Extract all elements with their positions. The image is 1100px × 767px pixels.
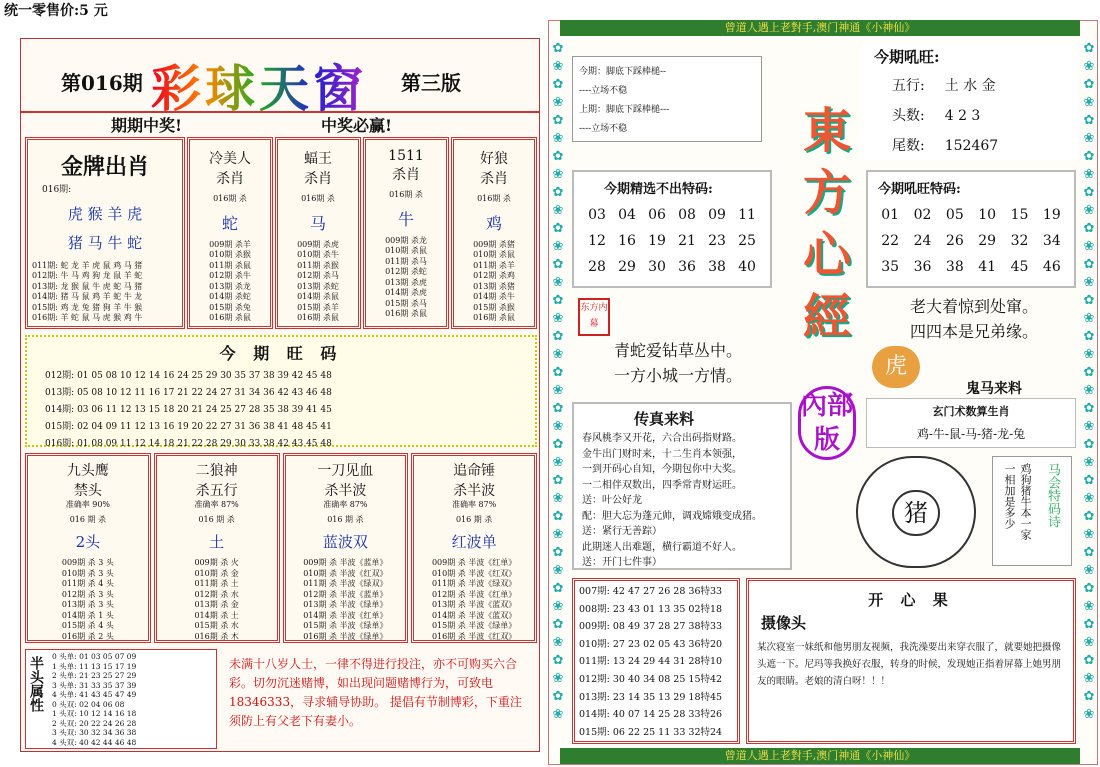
bottom-rate: 准确率 90% (65, 500, 111, 509)
bottom-row: 015期 杀 水 (194, 621, 239, 630)
bottom-row: 013期 杀 半波《蓝双》 (431, 600, 517, 609)
sha-value: 马 (309, 213, 326, 233)
bottom-title1: 追命锤 (453, 463, 496, 479)
bottom-column (283, 453, 409, 643)
sha-row: 012期 杀鸡 (473, 271, 515, 280)
sha-row: 012期 杀牛 (209, 271, 251, 280)
history-row: 014期: 40 07 14 25 28 33特26 (579, 709, 723, 721)
sha-issue: 016期 杀 (477, 194, 511, 203)
houtema-num: 01 (881, 207, 900, 223)
tiger-icon: 虎 (872, 346, 920, 388)
jingxuan-num: 25 (738, 233, 756, 249)
chuanzhen-line: 送：紧行无善踪） (582, 526, 662, 537)
bottom-value: 土 (209, 533, 225, 551)
sha-title2: 杀肖 (392, 167, 420, 183)
note-line: ----立场不稳 (579, 124, 628, 134)
bottom-row: 015期 杀 4 头 (61, 621, 114, 630)
sha-row: 013期 杀猪 (473, 281, 515, 291)
houtema-num: 38 (945, 259, 964, 275)
sha-row: 011期 杀猴 (297, 260, 339, 270)
sha-row: 011期 杀鼠 (209, 260, 251, 270)
bottom-issue: 016 期 杀 (69, 514, 107, 524)
history-box (572, 578, 740, 744)
sha-column (275, 137, 361, 329)
sha-row: 013期 杀虎 (385, 277, 427, 287)
warning-text: 未满十八岁人士，一律不得进行投注，亦不可购买六合彩。切勿沉迷赌博，如出现问题赌博行为，可致电18346333，寻求辅导协助。 提倡有节制博彩，下重注须防上有父老下有妻小。 (229, 657, 522, 728)
banshu-row: 4 头单: 41 43 45 47 49 (52, 690, 137, 699)
sha-row: 012期 杀蛇 (385, 267, 427, 276)
jingxuan-num: 19 (648, 233, 666, 249)
wangma-row: 013期: 05 08 10 12 11 16 17 21 22 24 27 31 34 36 42 43 46 48 (45, 388, 332, 398)
bottom-row: 011期 杀 半波《绿双》 (431, 579, 517, 588)
bottom-rate: 准确率 87% (323, 500, 368, 509)
left-page (20, 38, 540, 752)
history-rows (579, 583, 737, 741)
history-row: 007期: 42 47 27 26 28 36特33 (579, 586, 723, 597)
bottom-title2: 杀五行 (195, 483, 238, 499)
jingxuan-num: 23 (708, 233, 726, 249)
chuanzhen-line: 金牛出门财时来，十二生肖本领强， (582, 448, 742, 460)
bottom-title1: 一刀见血 (317, 463, 374, 479)
bottom-row: 016期 杀 木 (194, 631, 239, 641)
issue-number: 第016期 (61, 71, 143, 95)
bottom-row: 014期 杀 1 头 (61, 610, 114, 620)
bottom-row: 010期 杀 3 头 (61, 568, 114, 578)
stamp: 东方内幕 (578, 298, 610, 336)
history-row: 013期: 23 14 35 13 29 18特45 (579, 691, 723, 703)
banshu-row: 4 头双: 40 42 44 46 48 (52, 737, 137, 747)
banshu-row: 1 头单: 11 13 15 17 19 (52, 661, 137, 671)
bottom-row: 009期 杀 半波《红单》 (431, 558, 517, 567)
sha-row: 013期 杀龙 (209, 281, 251, 291)
sha-row: 010期 杀牛 (297, 250, 339, 259)
bottom-columns (25, 453, 537, 643)
banshu-box (25, 649, 217, 749)
sha-row: 009期 杀虎 (297, 239, 339, 249)
toushu-value: 4 2 3 (944, 108, 981, 124)
jingxuan-num: 30 (648, 259, 666, 275)
kaixin-sub: 摄像头 (761, 614, 807, 632)
jinpai-history (32, 261, 182, 324)
chuanzhen-lines (582, 431, 790, 571)
sha-row: 011期 杀马 (385, 256, 427, 266)
kaixin-box (746, 578, 1076, 744)
sha-issue: 016期 杀 (301, 194, 335, 203)
wangma-box (25, 335, 537, 447)
sha-row: 011期 杀羊 (473, 260, 515, 270)
bottom-column (25, 453, 151, 643)
toushu-label: 头数: (892, 108, 925, 124)
bottom-issue: 016 期 杀 (198, 514, 235, 524)
jinpai-row: 014期: 猪 马 鼠 鸡 羊 蛇 牛 龙 (32, 292, 143, 301)
chuanzhen-line: 春风桃李又开花，六合出码指财路。 (582, 433, 742, 444)
kaixin-title: 开 心 果 (868, 591, 954, 609)
note-line: 上期：脚底下踩棒槌--- (579, 105, 670, 115)
houtema-box (866, 170, 1076, 288)
jingxuan-num: 03 (588, 207, 606, 223)
jingxuan-nums (582, 207, 762, 275)
flower-border-left: ✿ ❀ ✿ ❀ ✿ ❀ ✿ ❀ ✿ ❀ ✿ ❀ ✿ ❀ ✿ ❀ ✿ ❀ ✿ ❀ ✿ ❀ ✿ ❀ ✿ ❀ ✿ ❀ ✿ ❀ ✿ ❀ ✿ ❀ ✿ ❀ ✿ ❀ (552, 41, 564, 722)
bottom-title2: 杀半波 (453, 483, 496, 499)
bottom-value: 蓝波双 (322, 533, 368, 551)
jingxuan-num: 12 (588, 233, 606, 249)
wuxing-label: 五行: (892, 78, 925, 94)
poem-mid-line1: 青蛇爱钻草丛中。 (614, 341, 743, 360)
houtema-num: 36 (913, 259, 932, 275)
sha-column (363, 137, 449, 329)
sha-row: 015期 杀马 (385, 298, 427, 308)
banshu-row: 2 头双: 20 22 24 26 28 (52, 718, 137, 728)
bottom-row: 009期 杀 半波《蓝单》 (303, 558, 388, 567)
bottom-row: 016期 杀 半波《红双》 (431, 631, 517, 641)
jingxuan-num: 40 (738, 259, 756, 275)
note-line: ----立场不稳 (579, 86, 628, 96)
wangma-rows (45, 368, 535, 453)
poem-mid (614, 338, 742, 388)
chuanzhen-line: 一二相伴双数出，四季常青财运旺。 (582, 479, 742, 491)
note-line: 今期：脚底下踩棒槌-- (579, 67, 667, 77)
bottom-row: 012期 杀 水 (194, 589, 239, 599)
sha-title1: 冷美人 (209, 151, 251, 167)
houtema-num: 19 (1042, 207, 1061, 223)
banshu-row: 2 头单: 21 23 25 27 29 (52, 671, 137, 680)
bottom-row: 009期 杀 火 (194, 558, 239, 567)
sha-issue: 016期 杀 (389, 190, 423, 199)
xuanmen-box (866, 398, 1076, 448)
chuanzhen-line: 送：开门七件事） (582, 557, 662, 568)
banshu-row: 0 头单: 01 03 05 07 09 (52, 652, 137, 661)
jinpai-title: 金牌出肖 (60, 154, 149, 180)
vertical-poem-2: 鸡狗猪牛本一家 (1019, 463, 1032, 540)
jingxuan-num: 16 (618, 233, 636, 249)
wangma-row: 014期: 03 06 11 12 13 15 18 20 21 24 25 27 28 35 38 39 41 45 (45, 405, 332, 415)
houtema-num: 15 (1010, 207, 1029, 223)
jingxuan-num: 36 (678, 259, 696, 275)
houtema-num: 45 (1010, 259, 1029, 275)
bottom-rate: 准确率 87% (451, 500, 497, 509)
wangma-row: 016期: 01 08 09 11 12 14 18 21 22 28 29 30 33 38 42 43 45 48 (45, 439, 332, 449)
poem-right-line2: 四四本是兄弟缘。 (910, 322, 1039, 341)
bottom-title2: 杀半波 (324, 483, 367, 499)
sha-row: 016期 杀鼠 (297, 313, 339, 322)
jinpai-row: 016期: 羊 蛇 鼠 马 虎 猴 鸡 牛 (32, 313, 143, 322)
bottom-row: 009期 杀 3 头 (61, 558, 114, 567)
sha-issue: 016期 杀 (213, 194, 247, 203)
houtema-num: 05 (945, 207, 964, 223)
bottom-issue: 016 期 杀 (455, 514, 493, 524)
slogan-left: 期期中奖! (111, 116, 183, 135)
banshu-rows (52, 652, 217, 747)
sha-column (187, 137, 273, 329)
bottom-row: 010期 杀 金 (194, 568, 239, 578)
bottom-column (154, 453, 280, 643)
houtema-num: 22 (881, 233, 900, 249)
chuanzhen-line: 送：叶公好龙 (582, 495, 642, 506)
history-row: 011期: 13 24 29 44 31 28特10 (579, 656, 723, 668)
banner-bottom: 曾道人遇上老對手,澳门神通《小神仙》 (560, 748, 1080, 764)
bottom-row: 012期 杀 3 头 (61, 589, 114, 599)
houtema-nums (874, 207, 1068, 275)
sha-row: 010期 杀鼠 (385, 246, 427, 255)
bottom-row: 015期 杀 半波《绿单》 (303, 621, 388, 630)
sha-title2: 杀肖 (216, 171, 244, 187)
sha-row: 014期 杀牛 (473, 292, 515, 301)
sha-row: 016期 杀鼠 (385, 309, 427, 318)
jinpai-line2: 猪 马 牛 蛇 (67, 233, 143, 252)
jinpai-line1: 虎 猴 羊 虎 (67, 204, 143, 223)
zodiac-wheel (856, 456, 976, 568)
bottom-value: 红波单 (451, 533, 497, 551)
bottom-row: 010期 杀 半波《红双》 (431, 568, 517, 578)
sha-value: 鸡 (485, 213, 502, 233)
houtema-num: 29 (978, 233, 997, 249)
wangma-row: 015期: 02 04 09 11 12 13 16 19 20 22 27 31 36 38 41 48 45 41 (45, 422, 332, 432)
bottom-row: 011期 杀 半波《绿双》 (303, 579, 388, 588)
banner-top: 曾道人遇上老對手,澳门神通《小神仙》 (560, 20, 1080, 36)
zodiac-center: 猪 (892, 490, 940, 536)
jinpai-box (25, 137, 185, 329)
jinpai-row: 012期: 牛 马 鸡 狗 龙 鼠 羊 蛇 (32, 271, 143, 280)
bottom-value: 2头 (75, 533, 101, 551)
sha-value: 牛 (397, 209, 414, 229)
houtema-num: 02 (913, 207, 932, 223)
sha-title1: 好狼 (480, 151, 508, 167)
jingxuan-num: 08 (678, 207, 696, 223)
weishu-value: 152467 (944, 138, 999, 154)
history-row: 008期: 23 43 01 13 35 02特18 (579, 603, 723, 615)
houwang-title: 今期吼旺: (874, 48, 940, 66)
jingxuan-num: 38 (708, 259, 726, 275)
sha-row: 015期 杀兔 (209, 302, 251, 312)
sha-row: 009期 杀龙 (385, 235, 427, 245)
jingxuan-box (572, 170, 772, 288)
bottom-row: 010期 杀 半波《红双》 (303, 568, 388, 578)
houtema-title: 今期吼旺特码: (878, 182, 961, 197)
bottom-row: 016期 杀 2 头 (61, 631, 114, 641)
flower-border-right: ✿ ❀ ✿ ❀ ✿ ❀ ✿ ❀ ✿ ❀ ✿ ❀ ✿ ❀ ✿ ❀ ✿ ❀ ✿ ❀ ✿ ❀ ✿ ❀ ✿ ❀ ✿ ❀ ✿ ❀ ✿ ❀ ✿ ❀ ✿ ❀ ✿ ❀ (1083, 41, 1095, 722)
bottom-row: 013期 杀 金 (194, 600, 239, 609)
bottom-column (411, 453, 537, 643)
sha-row: 010期 杀鼠 (473, 250, 515, 259)
houtema-num: 10 (978, 207, 997, 223)
bottom-row: 015期 杀 半波《绿单》 (431, 621, 517, 630)
dongfang-title: 東方心經 (802, 103, 851, 345)
guima-label: 鬼马来料 (966, 381, 1022, 397)
bottom-row: 011期 杀 4 头 (61, 579, 114, 588)
edition-label: 第三版 (401, 71, 461, 95)
sha-value: 蛇 (221, 213, 238, 233)
poem-right (910, 294, 1038, 344)
houtema-num: 41 (978, 259, 997, 275)
jinpai-row: 011期: 蛇 龙 羊 虎 鼠 鸡 马 猪 (32, 260, 143, 270)
chuanzhen-title: 传真来料 (634, 410, 695, 428)
wangma-title: 今 期 旺 码 (219, 344, 343, 363)
sha-title2: 杀肖 (304, 171, 332, 187)
sha-title1: 1511 (388, 148, 424, 164)
xuanmen-line: 鸡-牛-鼠-马-猪-龙-兔 (916, 427, 1026, 441)
houtema-num: 46 (1042, 259, 1061, 275)
chuanzhen-line: 一到开码心自知，今期包你中大奖。 (582, 464, 742, 475)
jingxuan-num: 29 (618, 259, 636, 275)
weishu-label: 尾数: (892, 138, 925, 154)
vertical-poem-1: 一相加是多少 (1003, 463, 1016, 529)
bottom-rate: 准确率 87% (194, 500, 239, 509)
jingxuan-num: 21 (678, 233, 696, 249)
sha-row: 014期 杀蛇 (209, 292, 251, 301)
kaixin-text: 某次寝室一妹纸和他男朋友视频，我洗澡要出来穿衣服了，就要她把摄像头遮一下。尼玛等我换好衣服，转身的时候，发现她正指着屏幕上她男朋友的眼睛。老娘的清白呀！！！ (757, 642, 1062, 687)
bottom-row: 016期 杀 半波《绿单》 (303, 631, 388, 641)
jinpai-row: 013期: 龙 猴 鼠 牛 虎 蛇 马 猪 (32, 281, 143, 291)
sha-row: 009期 杀猪 (473, 239, 515, 249)
xuanmen-title: 玄门术数算生肖 (932, 405, 1010, 418)
sha-row: 010期 杀猴 (209, 250, 251, 259)
jinpai-row: 015期: 鸡 龙 兔 猪 狗 羊 牛 猴 (32, 302, 143, 312)
jingxuan-num: 09 (708, 207, 726, 223)
banshu-label: 半头属性 (28, 656, 44, 712)
chuanzhen-line: 配：胆大忘为蓬元帅，调戏嫦娥变成猪。 (582, 510, 762, 522)
note-box (572, 56, 762, 142)
houtema-num: 32 (1010, 233, 1029, 249)
houtema-num: 24 (913, 233, 932, 249)
jinpai-issue: 016期: (42, 185, 72, 195)
sha-row: 015期 杀猴 (473, 302, 515, 312)
dongfang-sub: 內部版 (798, 386, 856, 460)
houtema-num: 26 (945, 233, 964, 249)
jingxuan-num: 04 (618, 207, 636, 223)
banshu-row: 3 头单: 31 33 35 37 39 (52, 680, 137, 690)
sha-row: 013期 杀蛇 (297, 281, 339, 291)
wangma-row: 012期: 01 05 08 10 12 14 16 24 25 29 30 35 37 38 39 42 45 48 (45, 371, 332, 381)
banshu-row: 3 头双: 30 32 34 36 38 (52, 728, 137, 737)
jingxuan-num: 06 (648, 207, 666, 223)
jingxuan-num: 11 (738, 207, 756, 223)
chuanzhen-line: 此期迷人出难题，横行霸道不好人。 (582, 541, 742, 553)
sha-row: 016期 杀鼠 (473, 313, 515, 322)
bottom-row: 014期 杀 土 (194, 610, 239, 620)
bottom-row: 011期 杀 土 (194, 579, 239, 588)
sha-row: 015期 杀羊 (297, 302, 339, 312)
sha-title2: 杀肖 (480, 171, 508, 187)
sha-row: 014期 杀虎 (385, 288, 427, 297)
bottom-title1: 二狼神 (195, 463, 238, 479)
banshu-row: 0 头双: 02 04 06 08 (52, 699, 125, 709)
bottom-row: 012期 杀 半波《蓝单》 (303, 589, 388, 599)
houtema-num: 34 (1042, 233, 1061, 249)
mashen-label: 马会特码诗 (1045, 463, 1060, 528)
sha-row: 012期 杀马 (297, 271, 339, 280)
bottom-row: 013期 杀 3 头 (61, 600, 114, 609)
bottom-row: 012期 杀 半波《红单》 (431, 589, 517, 599)
jingxuan-title: 今期精选不出特码: (604, 182, 713, 197)
bottom-issue: 016 期 杀 (327, 514, 364, 524)
bottom-row: 014期 杀 半波《红单》 (303, 610, 388, 620)
bottom-row: 014期 杀 半波《蓝双》 (431, 610, 517, 620)
sha-row: 014期 杀鼠 (297, 292, 339, 301)
sha-title1: 蝠王 (304, 151, 332, 167)
sha-row: 009期 杀羊 (209, 239, 251, 249)
wuxing-value: 土 水 金 (944, 78, 996, 94)
chuanzhen-box (572, 402, 792, 570)
poem-mid-line2: 一方小城一方情。 (614, 366, 743, 385)
jingxuan-num: 28 (588, 259, 606, 275)
bottom-title1: 九头鹰 (66, 463, 109, 479)
sha-columns (187, 137, 537, 329)
history-row: 009期: 08 49 37 28 27 38特33 (579, 621, 723, 633)
houtema-num: 35 (881, 259, 900, 275)
bottom-title2: 禁头 (73, 483, 102, 499)
poem-right-line1: 老大着惊到处窜。 (910, 297, 1039, 316)
sha-row: 016期 杀鼠 (209, 313, 251, 322)
bottom-row: 013期 杀 半波《绿单》 (303, 600, 388, 609)
houwang-box (862, 44, 1078, 160)
history-row: 012期: 30 40 34 08 25 15特42 (579, 673, 723, 685)
price-label: 统一零售价:5 元 (4, 3, 108, 19)
masthead-title: 彩球天窗 (151, 49, 367, 121)
history-row: 015期: 06 22 25 11 33 32特24 (579, 726, 723, 738)
history-row: 010期: 27 23 02 05 43 36特20 (579, 638, 723, 650)
sha-column (451, 137, 537, 329)
vertical-poem-box (992, 456, 1072, 566)
slogan-right: 中奖必赢! (321, 116, 393, 135)
banshu-row: 1 头双: 10 12 14 16 18 (52, 709, 137, 718)
